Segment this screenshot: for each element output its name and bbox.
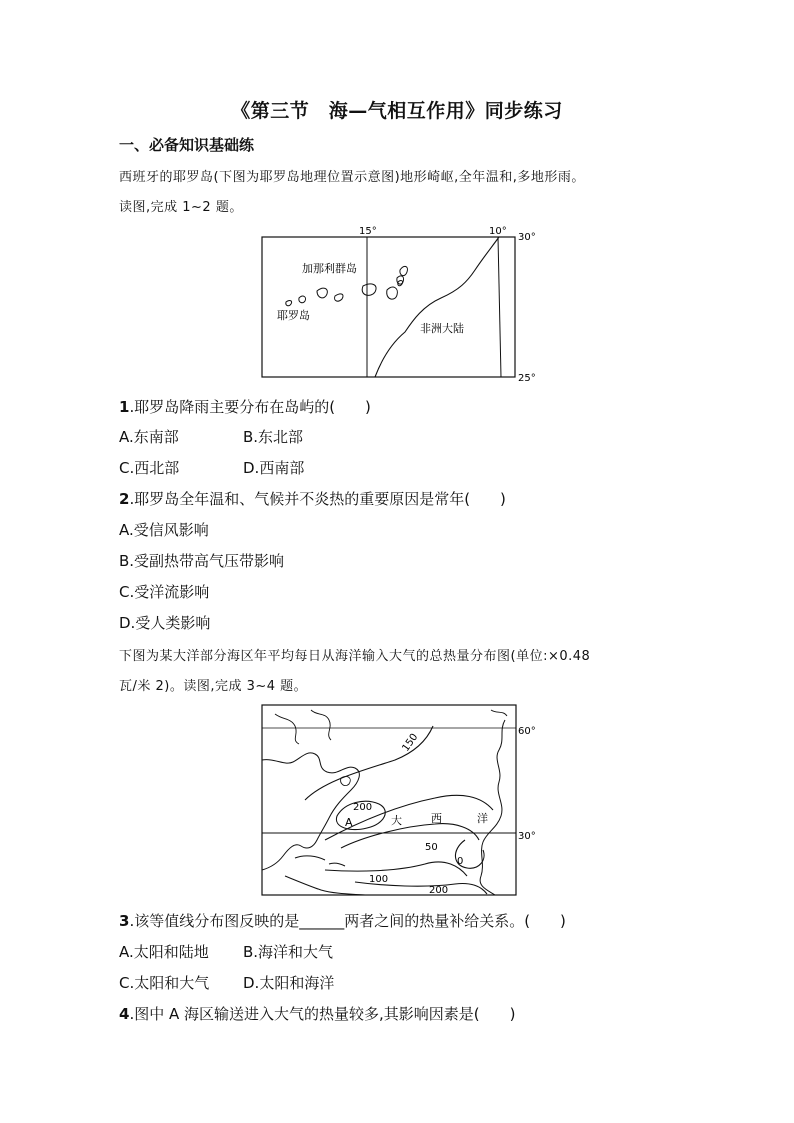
intro-text-2-line-1: 下图为某大洋部分海区年平均每日从海洋输入大气的总热量分布图(单位:×0.48 [119,649,591,664]
isoline-label-200-b: 200 [429,885,449,896]
isoline-100-lower [325,862,467,876]
ocean-label-char-1: 大 [391,814,402,827]
q1-option-a[interactable]: A.东南部 [119,428,179,446]
area-label-a: A [345,816,353,829]
isoline-label-50: 50 [425,842,438,853]
south-america-coastline [285,876,365,895]
question-4-text: .图中 A 海区输送进入大气的热量较多,其影响因素是( ) [129,1005,516,1023]
hispaniola-island [329,863,345,866]
label-canary-islands: 加那利群岛 [302,262,357,275]
q2-option-c[interactable]: C.受洋流影响 [119,583,210,601]
question-1-text: .耶罗岛降雨主要分布在岛屿的( ) [129,398,371,416]
intro-text-2-line-2: 瓦/米 2)。读图,完成 3~4 题。 [119,679,308,694]
q3-option-b[interactable]: B.海洋和大气 [243,943,334,961]
page-title: 《第三节 海—气相互作用》同步练习 [231,100,563,122]
isoline-label-0: 0 [457,856,464,867]
island-la-palma [317,288,327,298]
african-coastline [375,237,499,377]
isoline-label-100: 100 [369,874,389,885]
island-gran-canaria [387,287,398,299]
isoline-label-150: 150 [400,731,421,754]
q2-option-b[interactable]: B.受副热带高气压带影响 [119,552,285,570]
island-la-gomera [335,294,343,301]
arctic-islands [275,714,299,744]
intro-text-1-line-2: 读图,完成 1~2 题。 [119,200,243,215]
question-2-number: 2 [119,490,130,508]
island-tenerife [362,284,376,295]
label-hierro-island: 耶罗岛 [277,309,310,322]
ocean-label-char-2: 西 [431,812,442,825]
lon-label-15: 15° [359,226,377,237]
europe-africa-coastline [480,720,505,895]
q3-option-d[interactable]: D.太阳和海洋 [243,974,335,992]
lon-label-10: 10° [489,226,507,237]
island-hierro [286,301,292,306]
section-heading: 一、必备知识基础练 [119,136,255,154]
q3-option-a[interactable]: A.太阳和陆地 [119,943,209,961]
meridian-10-line [498,237,501,377]
intro-text-1-line-1: 西班牙的耶罗岛(下图为耶罗岛地理位置示意图)地形崎岖,全年温和,多地形雨。 [119,170,585,185]
lat2-label-60: 60° [518,726,536,737]
north-america-coastline [262,753,359,870]
lat2-label-30: 30° [518,831,536,842]
question-2 [119,488,506,509]
q3-option-c[interactable]: C.太阳和大气 [119,974,210,992]
isoline-50 [341,824,479,848]
q1-option-b[interactable]: B.东北部 [243,428,304,446]
question-1-number: 1 [119,398,130,416]
question-3 [119,910,566,931]
q1-option-d[interactable]: D.西南部 [243,459,305,477]
cuba-island [295,856,325,860]
greenland-coast [311,710,331,740]
label-african-continent: 非洲大陆 [420,322,464,335]
canary-islands-map [255,224,545,384]
q2-option-d[interactable]: D.受人类影响 [119,614,211,632]
question-4-number: 4 [119,1005,130,1023]
british-isles [491,710,507,716]
question-4 [119,1003,515,1024]
isoline-label-200-a: 200 [353,802,373,813]
question-3-text: .该等值线分布图反映的是______两者之间的热量补给关系。( ) [129,912,566,930]
island-fuerteventura [400,266,408,275]
question-2-text: .耶罗岛全年温和、气候并不炎热的重要原因是常年( ) [129,490,506,508]
lat-label-25: 25° [518,373,536,384]
question-1 [119,396,371,417]
island-small [299,296,306,303]
q1-option-c[interactable]: C.西北部 [119,459,180,477]
lat-label-30: 30° [518,232,536,243]
atlantic-heat-flux-map [255,700,550,900]
ocean-label-char-3: 洋 [477,812,488,825]
map-frame [262,237,515,377]
q2-option-a[interactable]: A.受信风影响 [119,521,209,539]
question-3-number: 3 [119,912,130,930]
